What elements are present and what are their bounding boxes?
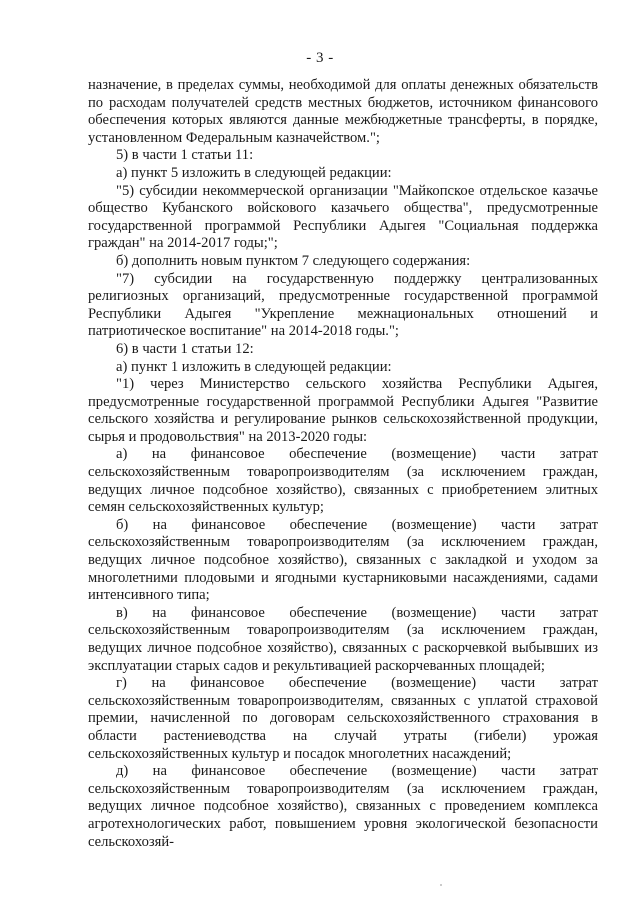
paragraph: а) на финансовое обеспечение (возмещение) части затрат сельскохозяйственным товаропроизводителям (за исключением граждан, ведущих личное подсобное хозяйство), связанных с приобретением элитных семян сельскохозяйственных культур; [88, 446, 598, 516]
document-body [88, 77, 598, 851]
paragraph: а) пункт 5 изложить в следующей редакции: [116, 164, 392, 181]
paragraph: д) на финансовое обеспечение (возмещение) части затрат сельскохозяйственным товаропроизводителям (за исключением граждан, ведущих личное подсобное хозяйство), связанных с проведением комплекса агротехнологических работ, повышением уровня экологической безопасности сельскохозяй- [88, 763, 598, 850]
paragraph: б) дополнить новым пунктом 7 следующего содержания: [116, 252, 471, 269]
paragraph: в) на финансовое обеспечение (возмещение) части затрат сельскохозяйственным товаропроизводителям (за исключением граждан, ведущих личное подсобное хозяйство), связанных с раскорчевкой выбывших из эксплуатации старых садов и рекультивацией раскорчеванных площадей; [88, 604, 598, 674]
paragraph: "1) через Министерство сельского хозяйства Республики Адыгея, предусмотренные государственной программой Республики Адыгея "Развитие сельского хозяйства и регулирование рынков сельскохозяйственной продукции, сырья и продовольствия" на 2013-2020 годы: [88, 376, 598, 445]
paragraph: 6) в части 1 статьи 12: [116, 340, 254, 357]
paragraph: 5) в части 1 статьи 11: [116, 147, 254, 164]
page-number: - 3 - [306, 50, 334, 66]
paragraph: б) на финансовое обеспечение (возмещение) части затрат сельскохозяйственным товаропроизводителям (за исключением граждан, ведущих личное подсобное хозяйство), связанных с закладкой и уходом за многолетними плодовыми и ягодными кустарниковыми насаждениями, садами интенсивного типа; [88, 516, 598, 604]
scan-artifact [440, 884, 442, 886]
paragraph: а) пункт 1 изложить в следующей редакции: [116, 358, 392, 375]
paragraph: "5) субсидии некоммерческой организации "Майкопское отдельское казачье общество Кубанского войскового казачьего общества", предусмотренные государственной программой Республики Адыгея "Социальная поддержка граждан" на 2014-2017 годы;"; [88, 182, 598, 252]
paragraph: назначение, в пределах суммы, необходимой для оплаты денежных обязательств по расходам получателей средств местных бюджетов, источником финансового обеспечения которых являются данные межбюджетные трансферты, в порядке, установленном Федеральным казначейством."; [88, 77, 598, 146]
paragraph: "7) субсидии на государственную поддержку централизованных религиозных организаций, предусмотренные государственной программой Республики Адыгея "Укрепление межнациональных отношений и патриотическое воспитание" на 2014-2018 годы."; [88, 270, 598, 340]
paragraph: г) на финансовое обеспечение (возмещение) части затрат сельскохозяйственным товаропроизводителям, связанных с уплатой страховой премии, начисленной по договорам сельскохозяйственного страхования в области растениеводства на случай утраты (гибели) урожая сельскохозяйственных культур и посадок многолетних насаждений; [88, 675, 598, 762]
